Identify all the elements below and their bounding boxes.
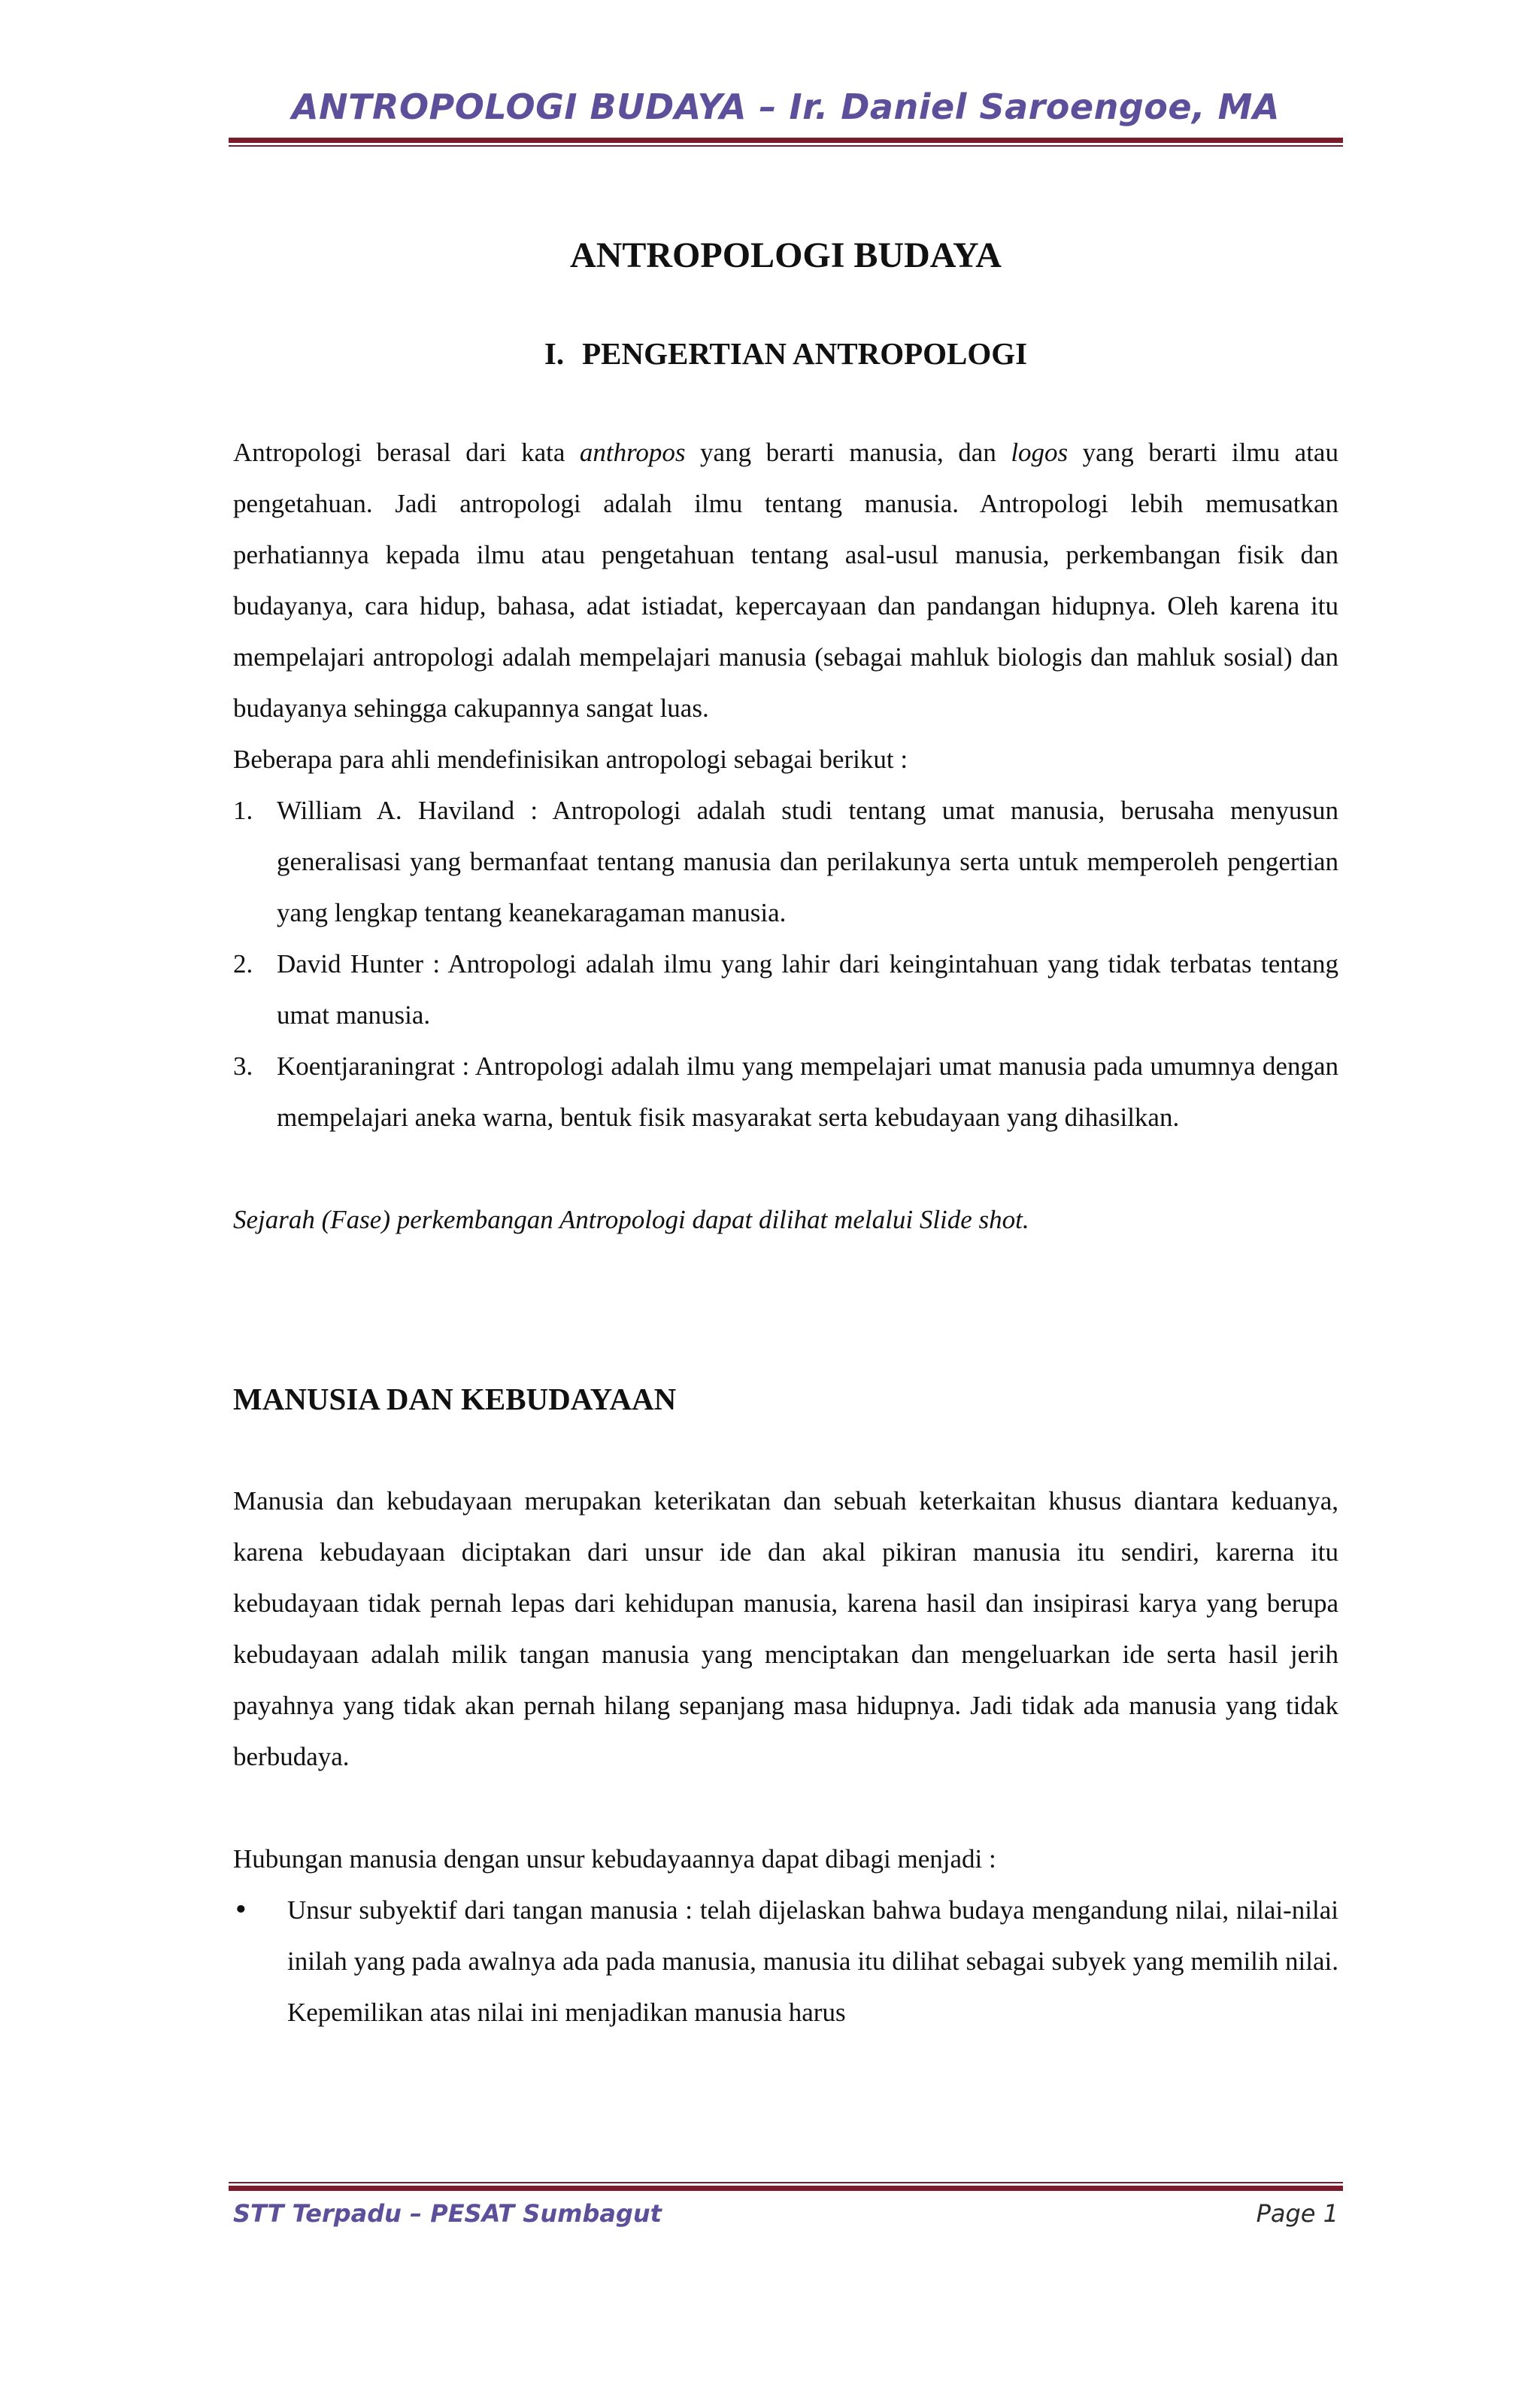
page-number: Page 1	[1256, 2199, 1338, 2228]
footer-rule	[229, 2182, 1343, 2191]
term-logos: logos	[1011, 438, 1069, 467]
bullet-icon: •	[233, 1895, 249, 1925]
list-item: • Unsur subyektif dari tangan manusia : telah dijelaskan bahwa budaya mengandung nilai, nilai-nilai inilah yang pada awalnya ada pada manusia, manusia itu dilihat sebagai subyek yang memilih nilai. Kepemilikan atas nilai ini menjadikan manusia harus	[233, 1885, 1338, 2038]
running-header: ANTROPOLOGI BUDAYA – Ir. Daniel Saroengoe, MA	[292, 86, 1280, 127]
definitions-list	[233, 785, 1338, 1143]
intro-paragraph: Antropologi berasal dari kata anthropos yang berarti manusia, dan logos yang berarti ilmu atau pengetahuan. Jadi antropologi adalah ilmu tentang manusia. Antropologi lebih memusatkan perhatiannya kepada ilmu atau pengetahuan tentang asal-usul manusia, perkembangan fisik dan budayanya, cara hidup, bahasa, adat istiadat, kepercayaan dan pandangan hidupnya. Oleh karena itu mempelajari antropologi adalah mempelajari manusia (sebagai mahluk biologis dan mahluk sosial) dan budayanya sehingga cakupannya sangat luas.	[233, 438, 1338, 723]
definitions-intro: Beberapa para ahli mendefinisikan antropologi sebagai berikut :	[233, 745, 908, 774]
section-title-text: PENGERTIAN ANTROPOLOGI	[582, 336, 1028, 371]
list-item: 1. William A. Haviland : Antropologi adalah studi tentang umat manusia, berusaha menyusun generalisasi yang bermanfaat tentang manusia dan perilakunya serta untuk memperoleh pengertian yang lengkap tentang keanekaragaman manusia.	[233, 796, 1338, 927]
document-title: ANTROPOLOGI BUDAYA	[570, 235, 1002, 275]
list-item: 2. David Hunter : Antropologi adalah ilmu yang lahir dari keingintahuan yang tidak terbatas tentang umat manusia.	[233, 949, 1338, 1030]
section-heading-manusia: MANUSIA DAN KEBUDAYAAN	[233, 1382, 677, 1416]
footer-institution: STT Terpadu – PESAT Sumbagut	[233, 2199, 662, 2228]
header-rule	[229, 138, 1343, 147]
list-item: 3. Koentjaraningrat : Antropologi adalah ilmu yang mempelajari umat manusia pada umumnya dengan mempelajari aneka warna, bentuk fisik masyarakat serta kebudayaan yang dihasilkan.	[233, 1051, 1338, 1132]
history-note: Sejarah (Fase) perkembangan Antropologi dapat dilihat melalui Slide shot.	[233, 1205, 1029, 1234]
section-number: I.	[544, 336, 565, 371]
relation-list	[233, 1885, 1338, 2038]
section-heading-pengertian	[233, 331, 1338, 376]
manusia-paragraph: Manusia dan kebudayaan merupakan keterikatan dan sebuah keterkaitan khusus diantara keduanya, karena kebudayaan diciptakan dari unsur ide dan akal pikiran manusia itu sendiri, karerna itu kebudayaan tidak pernah lepas dari kehidupan manusia, karena hasil dan insipirasi karya yang berupa kebudayaan adalah milik tangan manusia yang menciptakan dan mengeluarkan ide serta hasil jerih payahnya yang tidak akan pernah hilang sepanjang masa hidupnya. Jadi tidak ada manusia yang tidak berbudaya.	[233, 1486, 1338, 1771]
term-anthropos: anthropos	[579, 438, 686, 467]
relation-intro: Hubungan manusia dengan unsur kebudayaannya dapat dibagi menjadi :	[233, 1844, 996, 1874]
page-body	[233, 226, 1338, 2038]
